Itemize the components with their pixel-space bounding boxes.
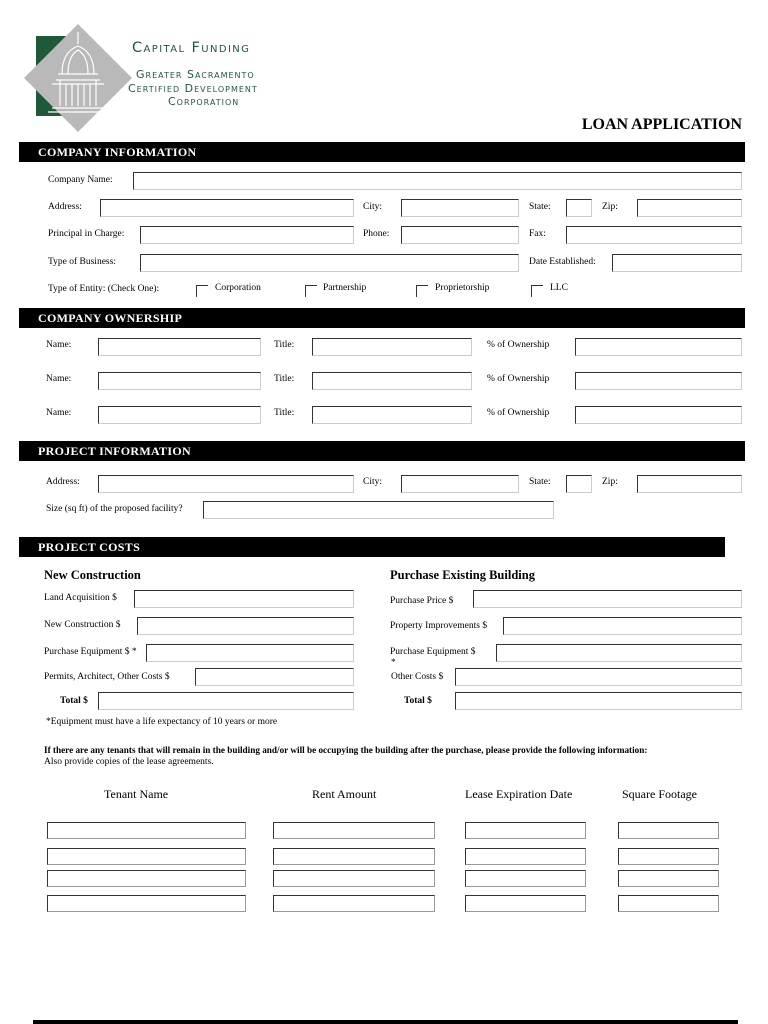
purchase-equipment-asterisk: *: [391, 658, 396, 668]
type-entity-label: Type of Entity: (Check One):: [48, 284, 160, 294]
rent-amount-column: Rent Amount: [312, 787, 377, 801]
principal-field[interactable]: [140, 226, 354, 244]
tenant-name-field[interactable]: [47, 822, 246, 839]
owner-title-field[interactable]: [312, 338, 472, 356]
state-field[interactable]: [566, 199, 592, 217]
tenant-name-field[interactable]: [47, 848, 246, 865]
property-improvements-field[interactable]: [503, 617, 742, 635]
owner-name-label: Name:: [46, 374, 72, 384]
zip-field[interactable]: [637, 199, 742, 217]
property-improvements-label: Property Improvements $: [390, 621, 488, 631]
new-construction-label: New Construction $: [44, 620, 121, 630]
logo: [22, 22, 312, 134]
city-field[interactable]: [401, 199, 519, 217]
owner-name-field[interactable]: [98, 406, 261, 424]
purchase-equipment-existing-label: Purchase Equipment $: [390, 647, 476, 657]
rent-amount-field[interactable]: [273, 895, 435, 912]
company-name-label: Company Name:: [48, 175, 113, 185]
owner-title-field[interactable]: [312, 372, 472, 390]
lease-expiration-field[interactable]: [465, 870, 586, 887]
logo-line1: Greater Sacramento: [136, 68, 255, 81]
project-info-header: PROJECT INFORMATION: [19, 441, 745, 461]
logo-line2: Certified Development: [128, 82, 258, 95]
square-footage-field[interactable]: [618, 822, 719, 839]
fax-label: Fax:: [529, 229, 546, 239]
fax-field[interactable]: [566, 226, 742, 244]
purchase-equipment-existing-field[interactable]: [496, 644, 742, 662]
purchase-existing-heading: Purchase Existing Building: [390, 568, 535, 582]
project-state-field[interactable]: [566, 475, 592, 493]
tenant-instruction-lease: Also provide copies of the lease agreements.: [44, 757, 214, 767]
other-costs-label: Other Costs $: [391, 672, 444, 682]
square-footage-field[interactable]: [618, 895, 719, 912]
lease-expiration-column: Lease Expiration Date: [465, 787, 573, 801]
owner-pct-field[interactable]: [575, 406, 742, 424]
owner-name-label: Name:: [46, 340, 72, 350]
owner-title-label: Title:: [274, 408, 295, 418]
square-footage-field[interactable]: [618, 848, 719, 865]
logo-line3: Corporation: [168, 95, 240, 108]
proprietorship-label: Proprietorship: [435, 283, 490, 293]
total-new-label: Total $: [60, 696, 88, 706]
land-acquisition-field[interactable]: [134, 590, 354, 608]
purchase-equipment-field[interactable]: [146, 644, 354, 662]
owner-title-label: Title:: [274, 374, 295, 384]
lease-expiration-field[interactable]: [465, 848, 586, 865]
owner-pct-label: % of Ownership: [487, 340, 550, 350]
project-zip-field[interactable]: [637, 475, 742, 493]
tenant-instruction: If there are any tenants that will remain in the building and/or will be occupying the building after the purchase, please provide the following information:: [44, 745, 648, 755]
tenant-name-column: Tenant Name: [104, 787, 169, 801]
address-field[interactable]: [100, 199, 354, 217]
total-existing-label: Total $: [404, 696, 432, 706]
purchase-price-field[interactable]: [473, 590, 742, 608]
llc-label: LLC: [550, 283, 568, 293]
facility-size-field[interactable]: [203, 501, 554, 519]
partnership-checkbox[interactable]: [305, 285, 317, 297]
rent-amount-field[interactable]: [273, 848, 435, 865]
date-established-field[interactable]: [612, 254, 742, 272]
land-acquisition-label: Land Acquisition $: [44, 593, 117, 603]
owner-pct-label: % of Ownership: [487, 408, 550, 418]
total-new-field[interactable]: [98, 692, 354, 710]
rent-amount-field[interactable]: [273, 870, 435, 887]
new-construction-field[interactable]: [137, 617, 354, 635]
corporation-checkbox[interactable]: [196, 285, 208, 297]
llc-checkbox[interactable]: [531, 285, 543, 297]
logo-name: Capital Funding: [132, 40, 251, 56]
permits-label: Permits, Architect, Other Costs $: [44, 672, 170, 682]
facility-size-label: Size (sq ft) of the proposed facility?: [46, 504, 183, 514]
project-address-label: Address:: [46, 477, 80, 487]
phone-label: Phone:: [363, 229, 390, 239]
city-label: City:: [363, 202, 383, 212]
corporation-label: Corporation: [215, 283, 261, 293]
project-address-field[interactable]: [98, 475, 354, 493]
equipment-footnote: *Equipment must have a life expectancy of 10 years or more: [46, 717, 278, 727]
permits-field[interactable]: [195, 668, 354, 686]
square-footage-field[interactable]: [618, 870, 719, 887]
new-construction-heading: New Construction: [44, 568, 141, 582]
lease-expiration-field[interactable]: [465, 822, 586, 839]
project-city-label: City:: [363, 477, 383, 487]
principal-label: Principal in Charge:: [48, 229, 125, 239]
project-costs-header: PROJECT COSTS: [19, 537, 725, 557]
partnership-label: Partnership: [323, 283, 367, 293]
owner-name-field[interactable]: [98, 338, 261, 356]
project-city-field[interactable]: [401, 475, 519, 493]
purchase-equipment-label: Purchase Equipment $ *: [44, 647, 137, 657]
capitol-dome-icon: [22, 22, 134, 134]
doc-title: LOAN APPLICATION: [581, 116, 742, 133]
date-established-label: Date Established:: [529, 257, 596, 267]
type-business-field[interactable]: [140, 254, 519, 272]
phone-field[interactable]: [401, 226, 519, 244]
total-existing-field[interactable]: [455, 692, 742, 710]
company-ownership-header: COMPANY OWNERSHIP: [19, 308, 745, 328]
owner-name-label: Name:: [46, 408, 72, 418]
project-state-label: State:: [529, 477, 551, 487]
other-costs-field[interactable]: [455, 668, 742, 686]
type-business-label: Type of Business:: [48, 257, 116, 267]
state-label: State:: [529, 202, 551, 212]
next-section-header: [33, 1020, 738, 1024]
purchase-price-label: Purchase Price $: [390, 596, 454, 606]
owner-pct-label: % of Ownership: [487, 374, 550, 384]
company-info-header: COMPANY INFORMATION: [19, 142, 745, 162]
owner-pct-field[interactable]: [575, 372, 742, 390]
owner-name-field[interactable]: [98, 372, 261, 390]
rent-amount-field[interactable]: [273, 822, 435, 839]
square-footage-column: Square Footage: [622, 787, 697, 801]
company-name-field[interactable]: [133, 172, 742, 190]
owner-title-field[interactable]: [312, 406, 472, 424]
address-label: Address:: [48, 202, 82, 212]
tenant-name-field[interactable]: [47, 870, 246, 887]
tenant-name-field[interactable]: [47, 895, 246, 912]
project-zip-label: Zip:: [602, 477, 618, 487]
zip-label: Zip:: [602, 202, 618, 212]
proprietorship-checkbox[interactable]: [416, 285, 428, 297]
owner-title-label: Title:: [274, 340, 295, 350]
owner-pct-field[interactable]: [575, 338, 742, 356]
lease-expiration-field[interactable]: [465, 895, 586, 912]
